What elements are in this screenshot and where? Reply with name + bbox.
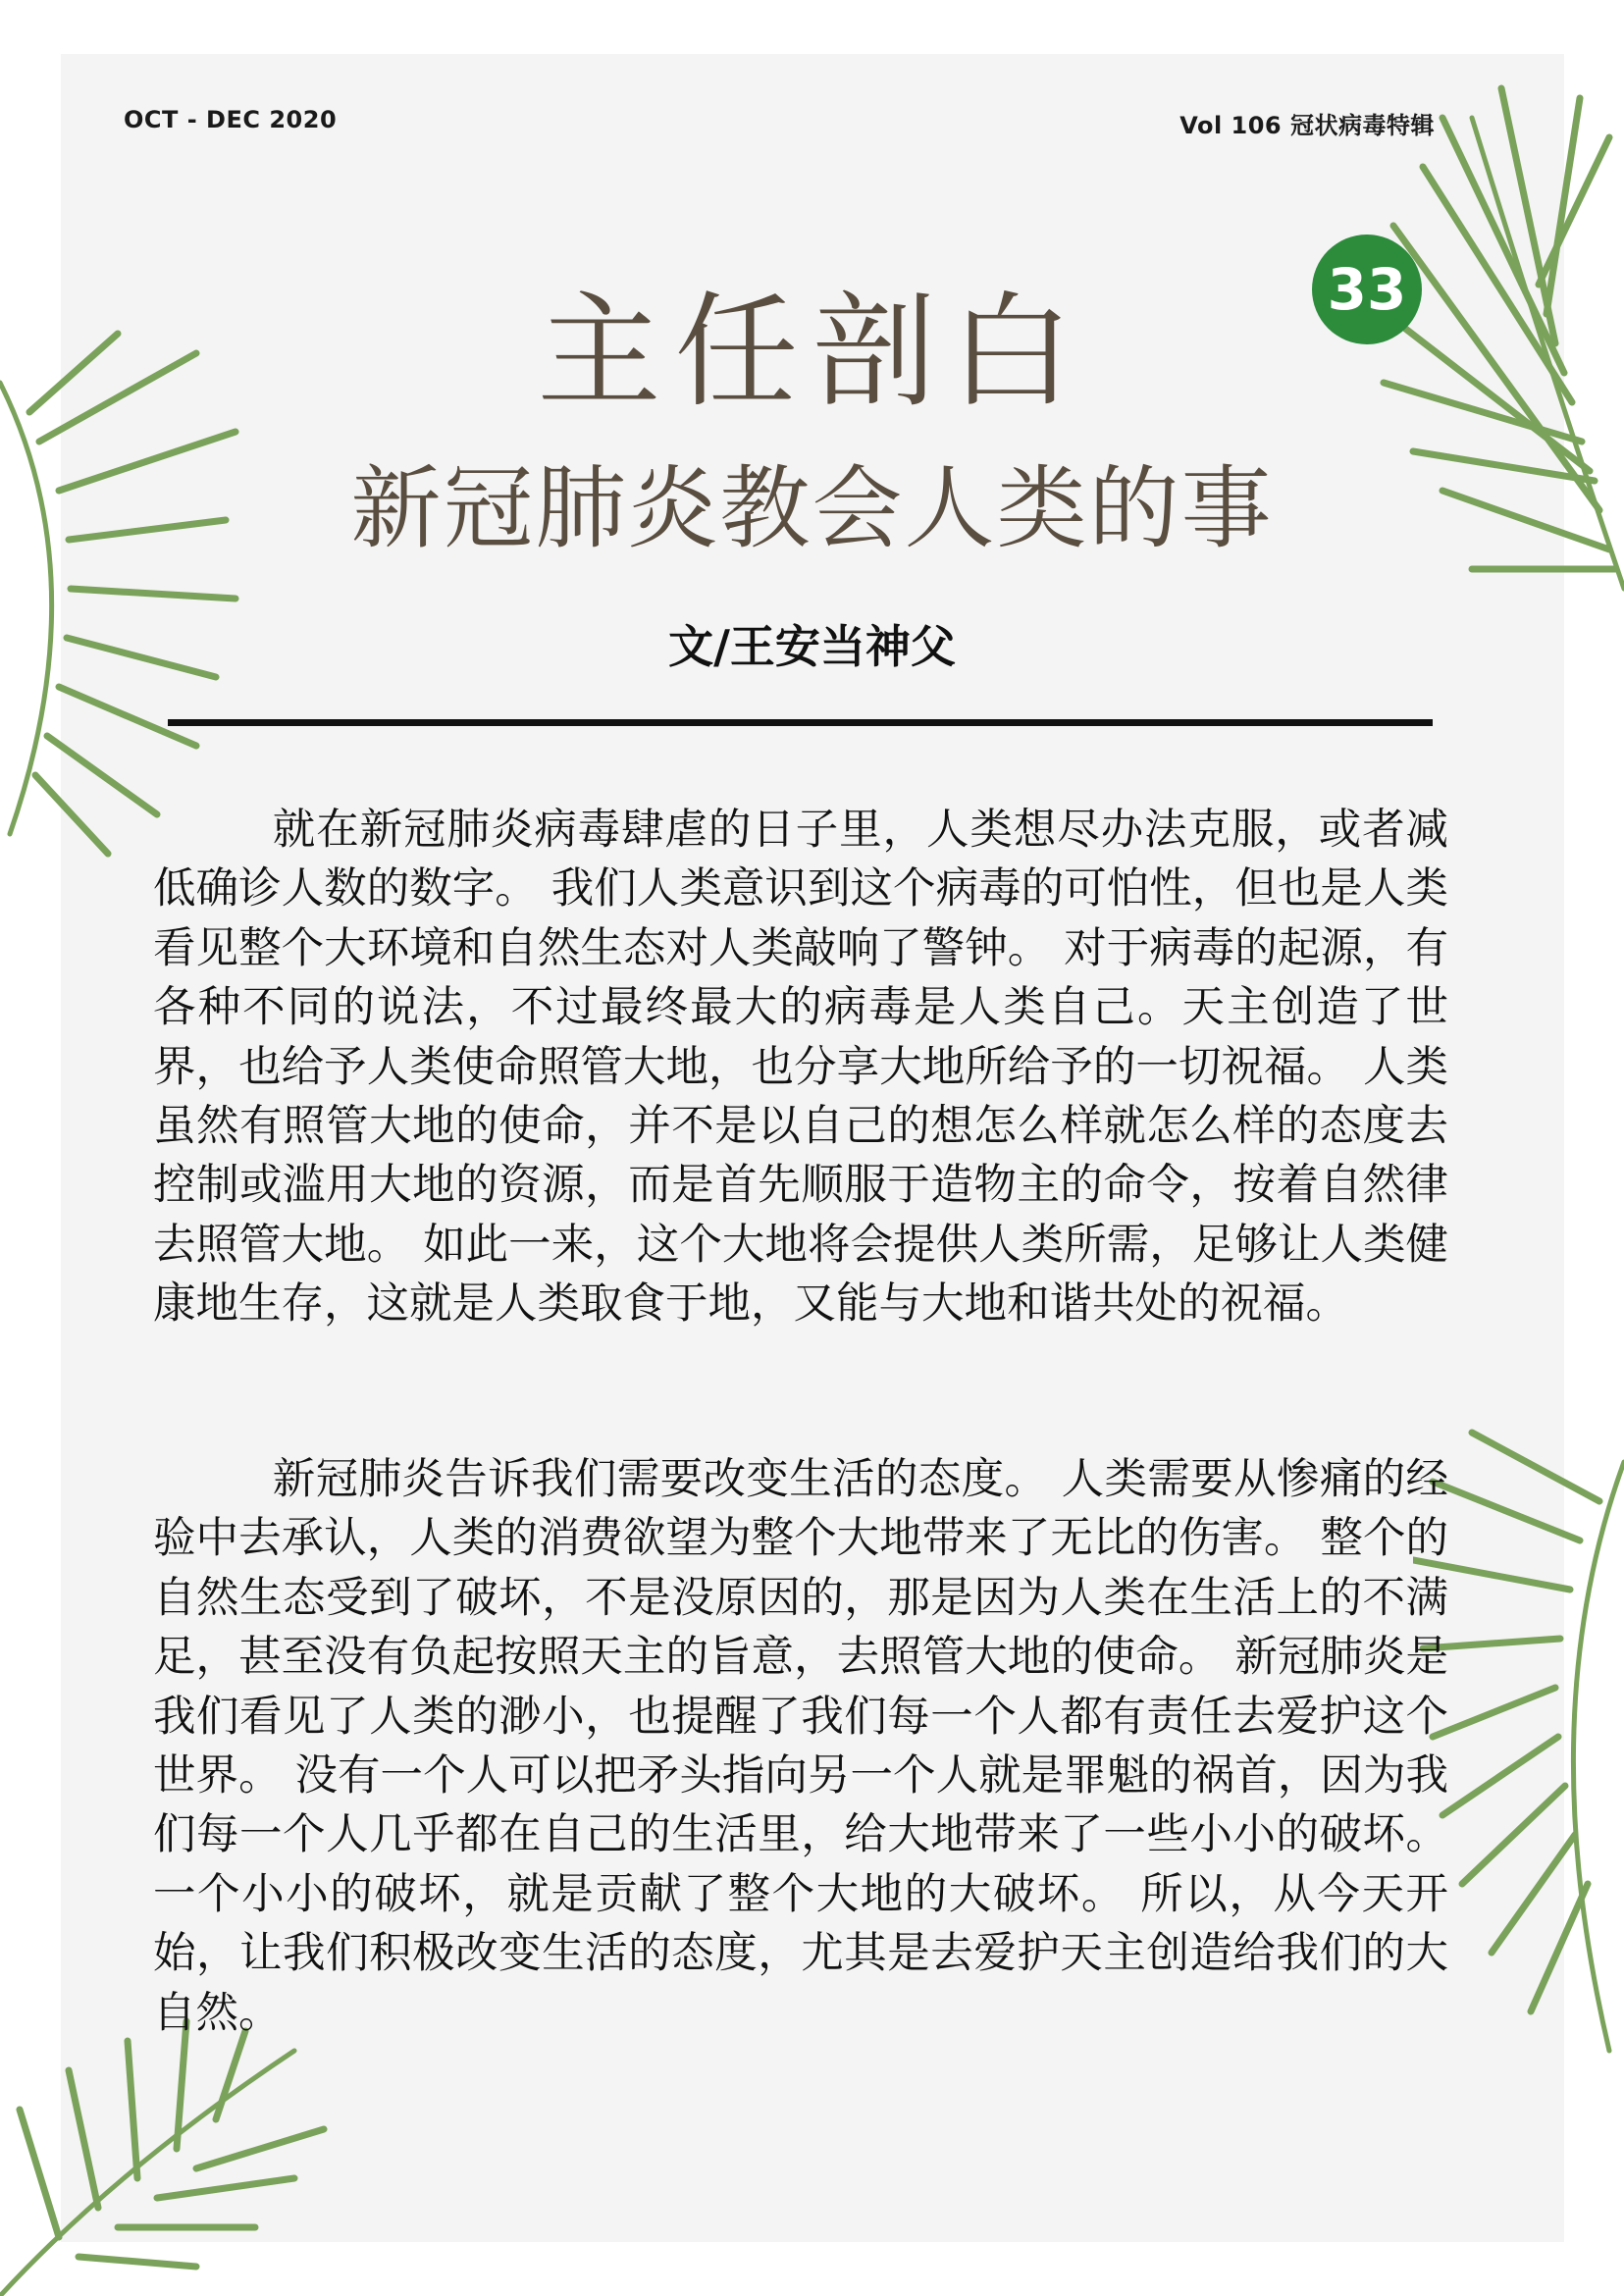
article-paragraph: 新冠肺炎告诉我们需要改变生活的态度。 人类需要从惨痛的经验中去承认，人类的消费欲望为整个大地带来了无比的伤害。 整个的自然生态受到了破坏，不是没原因的，那是因为人类在生活上的不满足，甚至没有负起按照天主的旨意，去照管大地的使命。 新冠肺炎是我们看见了人类的渺小，也提醒了我们每一个人都有责任去爱护这个世界。 没有一个人可以把矛头指向另一个人就是罪魁的祸首，因为我们每一个人几乎都在自己的生活里，给大地带来了一些小小的破坏。 一个小小的破坏，就是贡献了整个大地的大破坏。 所以，从今天开始，让我们积极改变生活的态度，尤其是去爱护天主创造给我们的大自然。 bbox=[153, 1455, 1448, 2038]
page-number: 33 bbox=[1327, 256, 1407, 323]
byline: 文/王安当神父 bbox=[668, 620, 956, 673]
divider bbox=[168, 719, 1433, 726]
volume-label: Vol 106 冠状病毒特辑 bbox=[1179, 112, 1435, 139]
issue-date: OCT - DEC 2020 bbox=[124, 106, 338, 133]
page-title: 主任剖白 bbox=[537, 280, 1087, 424]
article-paragraph: 就在新冠肺炎病毒肆虐的日子里，人类想尽办法克服，或者减低确诊人数的数字。 我们人类意识到这个病毒的可怕性，但也是人类看见整个大环境和自然生态对人类敲响了警钟。 对于病毒的起源，有各种不同的说法，不过最终最大的病毒是人类自己。天主创造了世界，也给予人类使命照管大地，也分享大地所给予的一切祝福。 人类虽然有照管大地的使命，并不是以自己的想怎么样就怎么样的态度去控制或滥用大地的资源，而是首先顺服于造物主的命令，按着自然律去照管大地。 如此一来，这个大地将会提供人类所需，足够让人类健康地生存，这就是人类取食于地，又能与大地和谐共处的祝福。 bbox=[153, 806, 1448, 1330]
page-subtitle: 新冠肺炎教会人类的事 bbox=[350, 456, 1274, 561]
palm-leaf-bottom-left bbox=[0, 2011, 334, 2296]
